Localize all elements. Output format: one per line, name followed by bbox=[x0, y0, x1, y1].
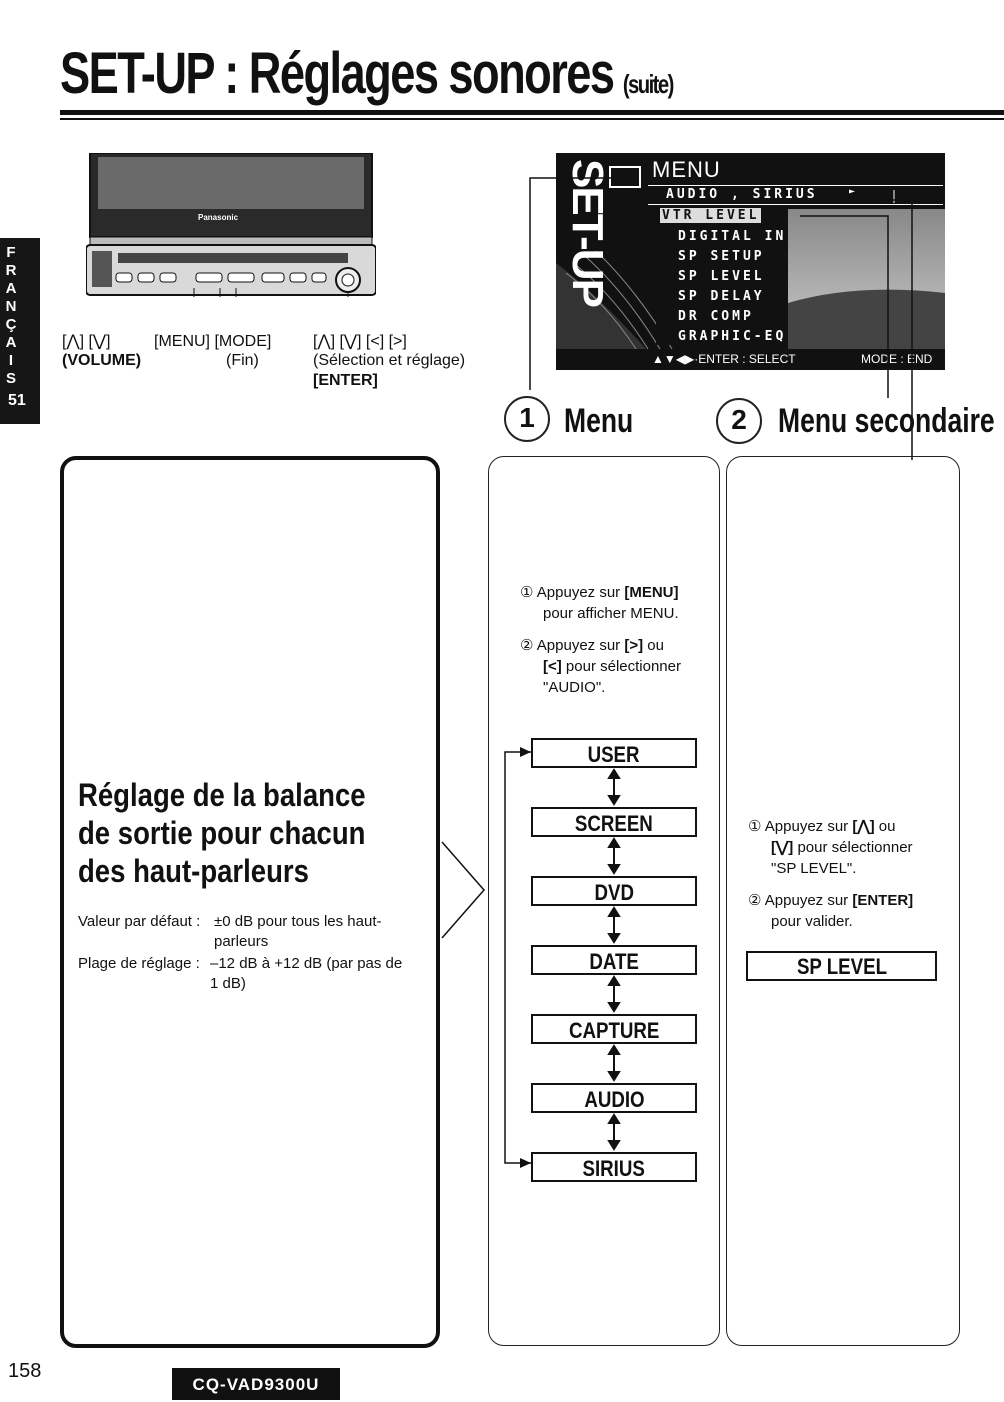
language-letter: N bbox=[5, 298, 17, 315]
submenu-instruction-1-end: "SP LEVEL". bbox=[771, 860, 857, 877]
selection-label: (Sélection et réglage) bbox=[313, 352, 466, 369]
menu-item-capture: CAPTURE bbox=[531, 1014, 697, 1044]
nav-keys-label: [⋀] [⋁] [<] [>] bbox=[313, 333, 407, 350]
menu-instruction-2-cont: [<] pour sélectionner bbox=[543, 658, 681, 675]
menu-instruction-1-cont: pour afficher MENU. bbox=[543, 605, 679, 622]
language-letter: A bbox=[5, 280, 17, 297]
menu-instruction-2-end: "AUDIO". bbox=[543, 679, 606, 696]
menu-item-sirius: SIRIUS bbox=[531, 1152, 697, 1182]
default-label: Valeur par défaut : bbox=[78, 913, 201, 930]
step-2-badge: 2 bbox=[716, 398, 762, 444]
default-value-cont: parleurs bbox=[214, 933, 269, 950]
menu-instruction-2: ② Appuyez sur [>] ou bbox=[520, 637, 664, 654]
volume-keys-label: [⋀] [⋁] bbox=[62, 333, 111, 350]
setup-side-label: SET-UP bbox=[563, 159, 612, 306]
title-suffix: (suite) bbox=[622, 69, 673, 99]
default-value: ±0 dB pour tous les haut- bbox=[214, 913, 382, 930]
submenu-instruction-2-cont: pour valider. bbox=[771, 913, 853, 930]
language-letter: A bbox=[5, 334, 17, 351]
range-label: Plage de réglage : bbox=[78, 955, 200, 972]
screen-menu-title: MENU bbox=[652, 157, 721, 182]
screen-item-selected: VTR LEVEL bbox=[662, 208, 760, 223]
model-badge: CQ-VAD9300U bbox=[172, 1368, 340, 1400]
submenu-instruction-2: ② Appuyez sur [ENTER] bbox=[748, 892, 914, 909]
menu-item-user: USER bbox=[531, 738, 697, 768]
screen-footer-right: MODE : END bbox=[861, 352, 933, 366]
screen-item: DIGITAL IN bbox=[678, 229, 787, 244]
language-letter: S bbox=[5, 370, 16, 387]
range-value-cont: 1 dB) bbox=[210, 975, 246, 992]
step-2-title: Menu secondaire bbox=[778, 402, 995, 440]
intro-panel bbox=[60, 456, 440, 1348]
screen-item: SP DELAY bbox=[678, 289, 765, 304]
range-value: –12 dB à +12 dB (par pas de bbox=[210, 955, 403, 972]
screen-top-row: AUDIO , SIRIUS bbox=[666, 187, 818, 202]
screen-item: SP SETUP bbox=[678, 249, 765, 264]
fin-label: (Fin) bbox=[226, 352, 259, 369]
language-letter: I bbox=[8, 352, 14, 369]
page-title: SET-UP : Réglages sonores (suite) bbox=[60, 41, 673, 106]
enter-label: [ENTER] bbox=[313, 372, 378, 389]
screen-item: SP LEVEL bbox=[678, 269, 765, 284]
volume-label: (VOLUME) bbox=[62, 352, 142, 369]
menu-item-screen: SCREEN bbox=[531, 807, 697, 837]
section-page-number: 51 bbox=[8, 392, 26, 409]
screen-item: GRAPHIC-EQ bbox=[678, 329, 787, 344]
menu-item-dvd: DVD bbox=[531, 876, 697, 906]
submenu-instruction-1-cont: [⋁] pour sélectionner bbox=[771, 839, 913, 856]
language-letter: Ç bbox=[5, 316, 17, 333]
language-letter: F bbox=[6, 244, 16, 261]
menu-mode-label: [MENU] [MODE] bbox=[154, 333, 272, 350]
screen-item: DR COMP bbox=[678, 309, 754, 324]
language-letter: R bbox=[5, 262, 17, 279]
section-heading: Réglage de la balance de sortie pour chacun des haut-parleurs bbox=[78, 777, 366, 889]
step-1-badge: 1 bbox=[504, 396, 550, 442]
screen-footer-left: ▲▼◀▶·ENTER : SELECT bbox=[652, 352, 796, 366]
menu-instruction-1: ① Appuyez sur [MENU] bbox=[520, 584, 679, 601]
screen-arrow: ► bbox=[849, 186, 859, 197]
step-1-title: Menu bbox=[564, 402, 634, 440]
brand-logo: Panasonic bbox=[198, 213, 239, 222]
page-number: 158 bbox=[8, 1360, 42, 1382]
menu-item-date: DATE bbox=[531, 945, 697, 975]
sp-level-box: SP LEVEL bbox=[746, 951, 937, 981]
submenu-instruction-1: ① Appuyez sur [⋀] ou bbox=[748, 818, 896, 835]
menu-item-audio: AUDIO bbox=[531, 1083, 697, 1113]
